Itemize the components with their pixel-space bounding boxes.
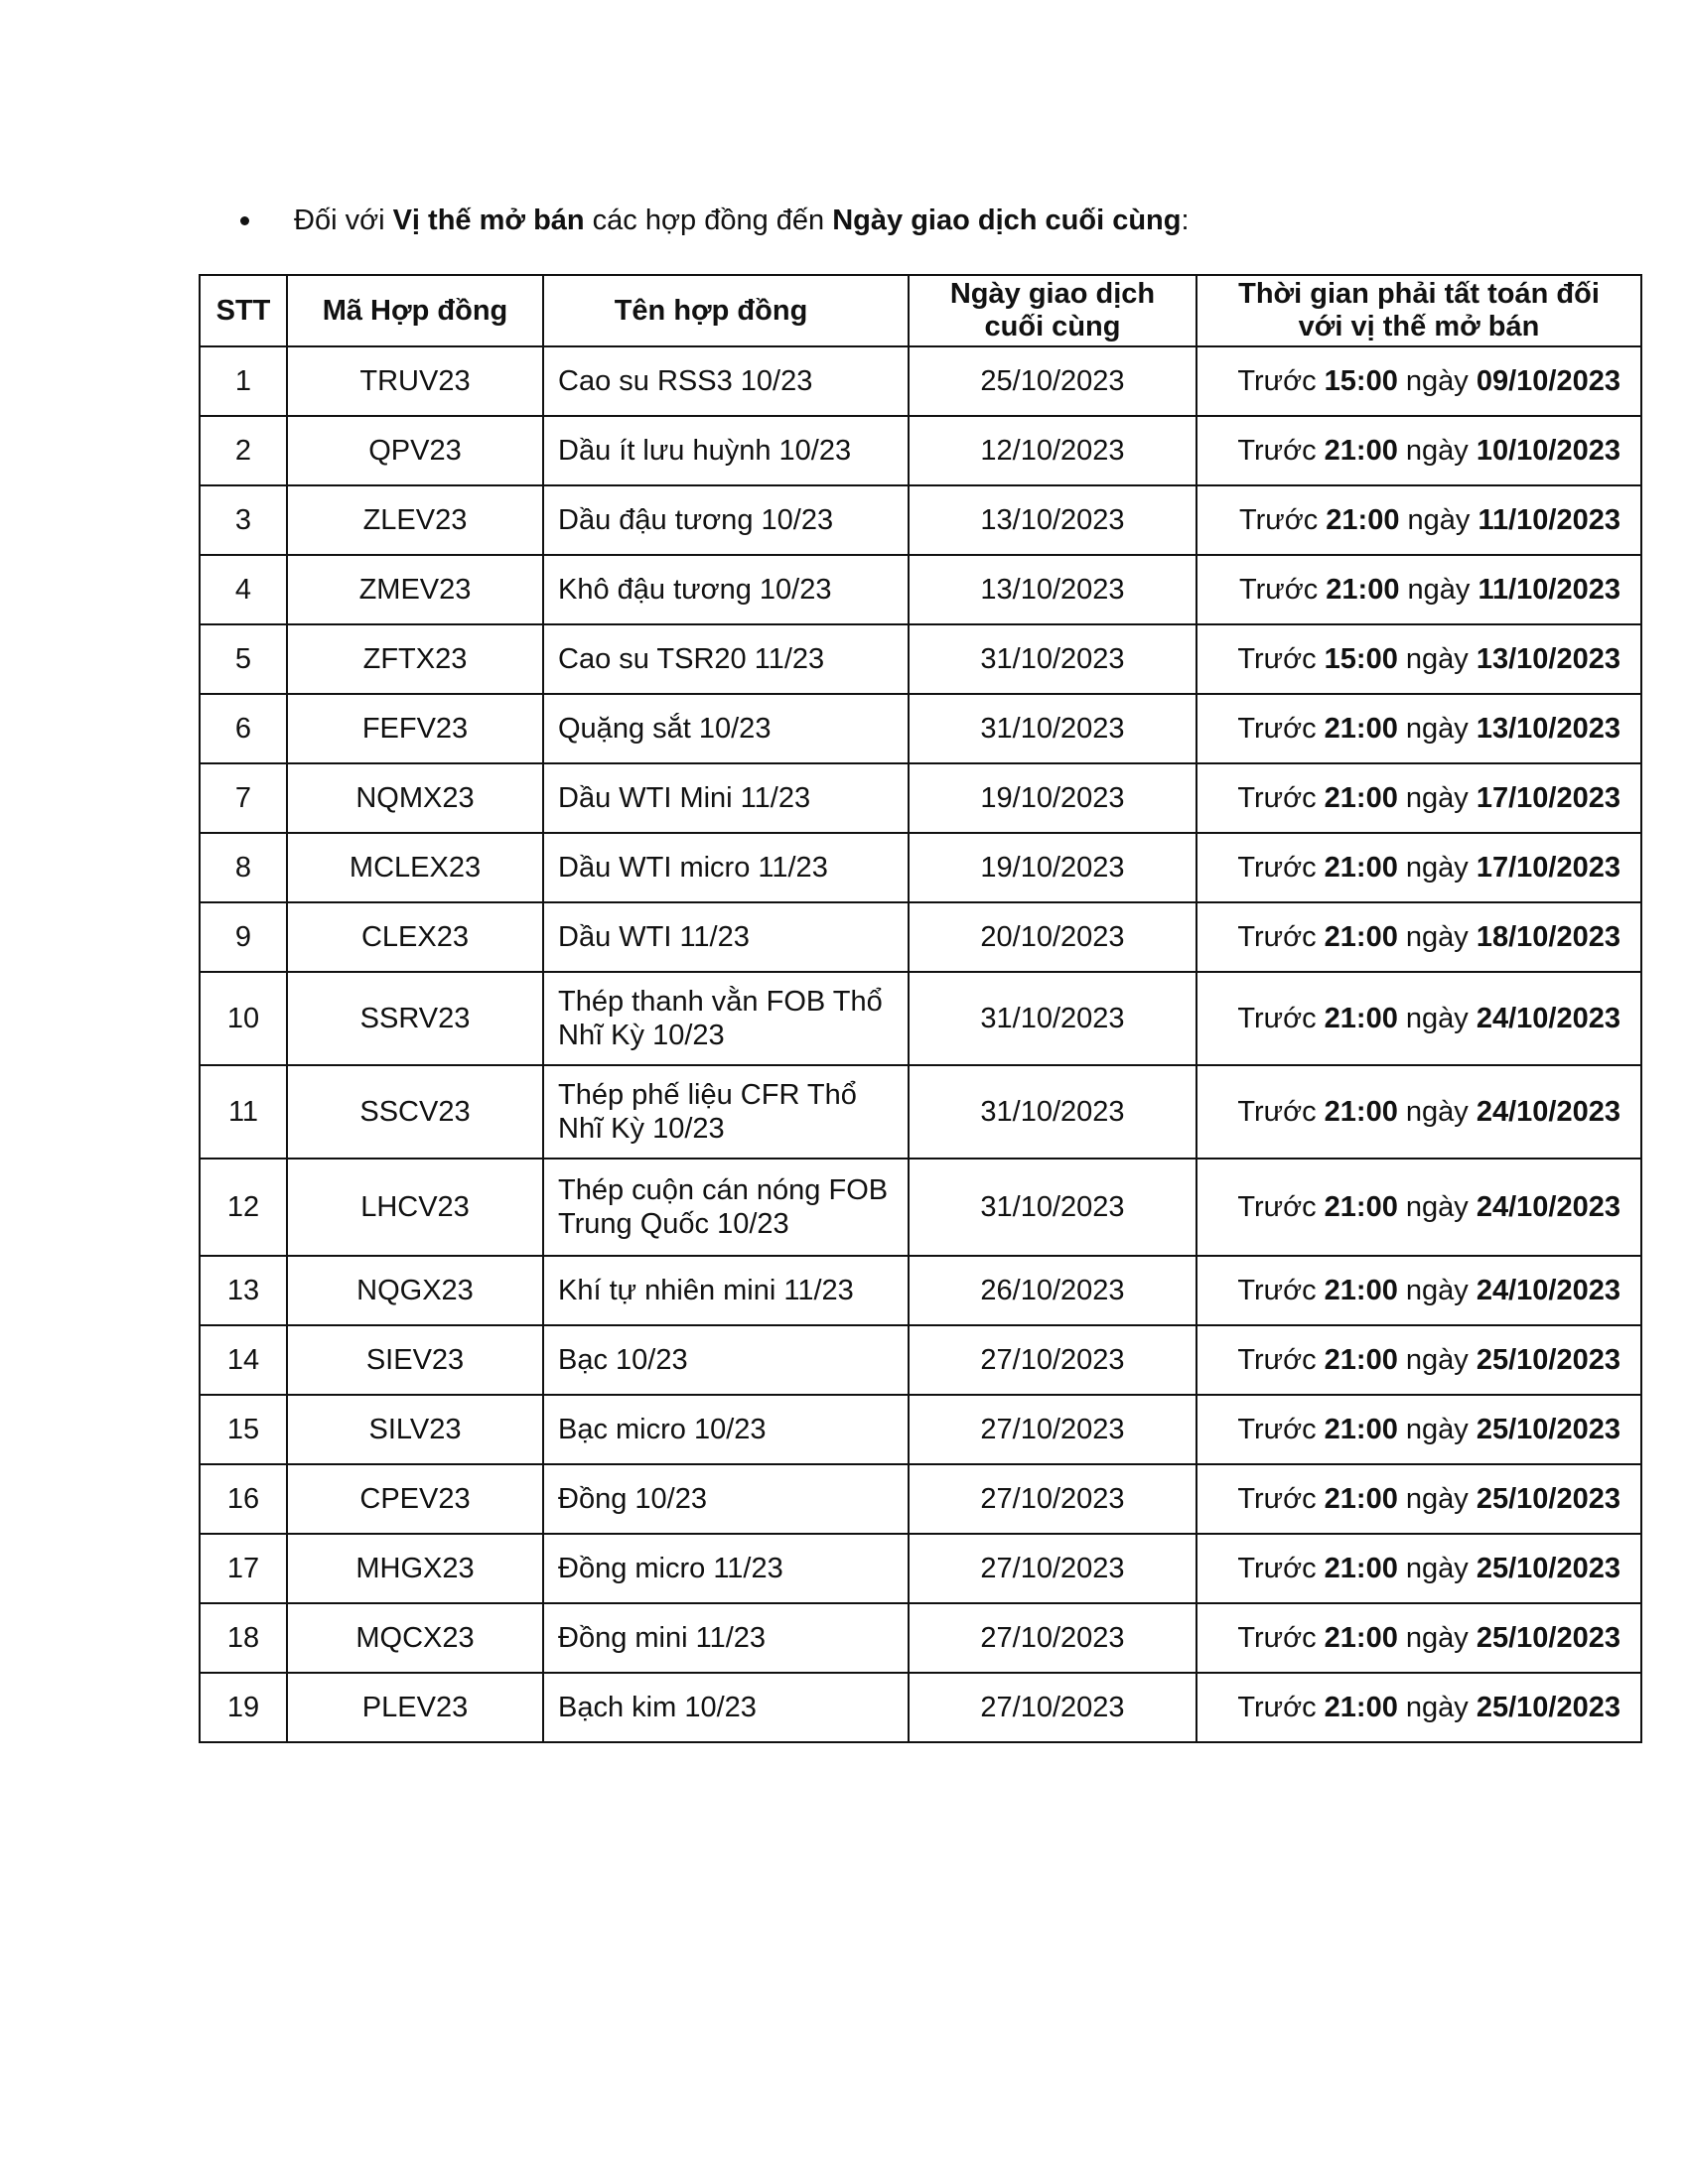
- deadline-time: 21:00: [1324, 1344, 1398, 1376]
- deadline-date: 11/10/2023: [1477, 574, 1620, 606]
- intro-line: [240, 199, 1190, 242]
- cell-stt: 6: [200, 694, 287, 763]
- deadline-time: 21:00: [1324, 713, 1398, 745]
- cell-stt: 11: [200, 1065, 287, 1159]
- cell-last-trading-day: 27/10/2023: [909, 1464, 1196, 1534]
- cell-contract-name: Quặng sắt 10/23: [543, 694, 909, 763]
- cell-last-trading-day: 31/10/2023: [909, 1159, 1196, 1256]
- cell-last-trading-day: 31/10/2023: [909, 1065, 1196, 1159]
- deadline-date: 24/10/2023: [1476, 1191, 1620, 1223]
- deadline-mid: ngày: [1397, 852, 1477, 884]
- cell-last-trading-day: 27/10/2023: [909, 1603, 1196, 1673]
- deadline-prefix: Trước: [1237, 1096, 1325, 1128]
- cell-close-deadline: [1196, 972, 1641, 1065]
- cell-close-deadline: [1196, 485, 1641, 555]
- cell-contract-name: Cao su RSS3 10/23: [543, 346, 909, 416]
- deadline-date: 24/10/2023: [1476, 1003, 1620, 1034]
- cell-stt: 3: [200, 485, 287, 555]
- cell-last-trading-day: 12/10/2023: [909, 416, 1196, 485]
- deadline-date: 25/10/2023: [1476, 1483, 1620, 1515]
- cell-last-trading-day: 31/10/2023: [909, 694, 1196, 763]
- cell-contract-code: ZMEV23: [287, 555, 543, 624]
- deadline-time: 21:00: [1326, 504, 1400, 536]
- cell-contract-name: Thép cuộn cán nóng FOB Trung Quốc 10/23: [543, 1159, 909, 1256]
- cell-stt: 15: [200, 1395, 287, 1464]
- cell-close-deadline: [1196, 1673, 1641, 1742]
- deadline-date: 13/10/2023: [1476, 713, 1620, 745]
- deadline-time: 21:00: [1324, 782, 1398, 814]
- cell-contract-code: SSCV23: [287, 1065, 543, 1159]
- deadline-mid: ngày: [1397, 1483, 1477, 1515]
- cell-last-trading-day: 27/10/2023: [909, 1673, 1196, 1742]
- cell-close-deadline: [1196, 1325, 1641, 1395]
- deadline-prefix: Trước: [1238, 574, 1327, 606]
- deadline-mid: ngày: [1397, 435, 1477, 467]
- deadline-mid: ngày: [1397, 1622, 1477, 1654]
- cell-last-trading-day: 19/10/2023: [909, 763, 1196, 833]
- deadline-prefix: Trước: [1237, 1191, 1325, 1223]
- cell-contract-name: Thép thanh vằn FOB Thổ Nhĩ Kỳ 10/23: [543, 972, 909, 1065]
- cell-close-deadline: [1196, 1256, 1641, 1325]
- deadline-prefix: Trước: [1237, 435, 1325, 467]
- cell-contract-name: Cao su TSR20 11/23: [543, 624, 909, 694]
- cell-stt: 12: [200, 1159, 287, 1256]
- deadline-prefix: Trước: [1237, 643, 1325, 675]
- cell-contract-name: Dầu WTI micro 11/23: [543, 833, 909, 902]
- deadline-time: 15:00: [1324, 643, 1398, 675]
- deadline-date: 24/10/2023: [1476, 1096, 1620, 1128]
- cell-close-deadline: [1196, 555, 1641, 624]
- deadline-time: 21:00: [1324, 921, 1398, 953]
- cell-contract-code: QPV23: [287, 416, 543, 485]
- cell-contract-code: SILV23: [287, 1395, 543, 1464]
- deadline-time: 21:00: [1324, 435, 1398, 467]
- table-row: [200, 902, 1641, 972]
- deadline-date: 24/10/2023: [1476, 1275, 1620, 1306]
- table-row: [200, 1534, 1641, 1603]
- deadline-date: 18/10/2023: [1476, 921, 1620, 953]
- cell-close-deadline: [1196, 624, 1641, 694]
- bullet-icon: [240, 216, 249, 225]
- cell-last-trading-day: 31/10/2023: [909, 624, 1196, 694]
- deadline-mid: ngày: [1397, 1344, 1477, 1376]
- table-row: [200, 1325, 1641, 1395]
- table-row: [200, 624, 1641, 694]
- cell-last-trading-day: 20/10/2023: [909, 902, 1196, 972]
- cell-contract-name: Bạc micro 10/23: [543, 1395, 909, 1464]
- cell-stt: 1: [200, 346, 287, 416]
- contracts-table: [199, 274, 1642, 1743]
- deadline-prefix: Trước: [1237, 1003, 1325, 1034]
- deadline-prefix: Trước: [1238, 504, 1327, 536]
- deadline-mid: ngày: [1397, 782, 1477, 814]
- table-row: [200, 485, 1641, 555]
- cell-contract-code: FEFV23: [287, 694, 543, 763]
- deadline-time: 21:00: [1324, 852, 1398, 884]
- cell-contract-code: CLEX23: [287, 902, 543, 972]
- deadline-prefix: Trước: [1237, 852, 1325, 884]
- cell-contract-code: CPEV23: [287, 1464, 543, 1534]
- cell-contract-code: LHCV23: [287, 1159, 543, 1256]
- deadline-prefix: Trước: [1237, 1344, 1325, 1376]
- table-row: [200, 346, 1641, 416]
- cell-stt: 4: [200, 555, 287, 624]
- cell-last-trading-day: 13/10/2023: [909, 485, 1196, 555]
- cell-stt: 7: [200, 763, 287, 833]
- deadline-date: 11/10/2023: [1477, 504, 1620, 536]
- cell-contract-code: MQCX23: [287, 1603, 543, 1673]
- cell-contract-code: ZFTX23: [287, 624, 543, 694]
- cell-stt: 14: [200, 1325, 287, 1395]
- cell-contract-name: Bạc 10/23: [543, 1325, 909, 1395]
- cell-last-trading-day: 27/10/2023: [909, 1325, 1196, 1395]
- cell-last-trading-day: 27/10/2023: [909, 1534, 1196, 1603]
- deadline-mid: ngày: [1397, 1414, 1477, 1445]
- cell-last-trading-day: 27/10/2023: [909, 1395, 1196, 1464]
- cell-close-deadline: [1196, 416, 1641, 485]
- cell-contract-name: Dầu WTI Mini 11/23: [543, 763, 909, 833]
- table-row: [200, 1603, 1641, 1673]
- cell-close-deadline: [1196, 1603, 1641, 1673]
- header-contract-name: Tên hợp đồng: [543, 275, 909, 346]
- deadline-time: 21:00: [1324, 1414, 1398, 1445]
- deadline-date: 25/10/2023: [1476, 1344, 1620, 1376]
- cell-contract-name: Bạch kim 10/23: [543, 1673, 909, 1742]
- deadline-prefix: Trước: [1237, 1483, 1325, 1515]
- deadline-prefix: Trước: [1237, 921, 1325, 953]
- table-row: [200, 1065, 1641, 1159]
- table-row: [200, 1159, 1641, 1256]
- cell-stt: 8: [200, 833, 287, 902]
- cell-stt: 13: [200, 1256, 287, 1325]
- cell-close-deadline: [1196, 1534, 1641, 1603]
- deadline-mid: ngày: [1397, 1096, 1477, 1128]
- table-row: [200, 1256, 1641, 1325]
- table-header-row: [200, 275, 1641, 346]
- deadline-date: 10/10/2023: [1476, 435, 1620, 467]
- table-row: [200, 1464, 1641, 1534]
- deadline-prefix: Trước: [1237, 1553, 1325, 1584]
- header-last-trading-day: Ngày giao dịch cuối cùng: [909, 275, 1196, 346]
- deadline-date: 25/10/2023: [1476, 1414, 1620, 1445]
- deadline-date: 17/10/2023: [1476, 852, 1620, 884]
- table-row: [200, 416, 1641, 485]
- cell-contract-name: Thép phế liệu CFR Thổ Nhĩ Kỳ 10/23: [543, 1065, 909, 1159]
- deadline-mid: ngày: [1399, 574, 1478, 606]
- cell-stt: 16: [200, 1464, 287, 1534]
- table-row: [200, 1395, 1641, 1464]
- cell-contract-code: SSRV23: [287, 972, 543, 1065]
- cell-contract-name: Đồng micro 11/23: [543, 1534, 909, 1603]
- header-stt: STT: [200, 275, 287, 346]
- table-body: [200, 346, 1641, 1742]
- deadline-date: 13/10/2023: [1476, 643, 1620, 675]
- table-row: [200, 555, 1641, 624]
- deadline-time: 21:00: [1324, 1003, 1398, 1034]
- table-row: [200, 1673, 1641, 1742]
- header-close-deadline: Thời gian phải tất toán đối với vị thế mở bán: [1196, 275, 1641, 346]
- cell-stt: 10: [200, 972, 287, 1065]
- cell-contract-code: TRUV23: [287, 346, 543, 416]
- deadline-date: 25/10/2023: [1476, 1622, 1620, 1654]
- cell-last-trading-day: 31/10/2023: [909, 972, 1196, 1065]
- deadline-time: 21:00: [1324, 1096, 1398, 1128]
- table-row: [200, 763, 1641, 833]
- deadline-mid: ngày: [1397, 643, 1477, 675]
- table-row: [200, 694, 1641, 763]
- cell-contract-code: MHGX23: [287, 1534, 543, 1603]
- deadline-mid: ngày: [1397, 1692, 1477, 1723]
- cell-contract-code: NQGX23: [287, 1256, 543, 1325]
- deadline-prefix: Trước: [1237, 365, 1325, 397]
- deadline-prefix: Trước: [1237, 1414, 1325, 1445]
- cell-contract-code: SIEV23: [287, 1325, 543, 1395]
- cell-last-trading-day: 19/10/2023: [909, 833, 1196, 902]
- cell-contract-code: ZLEV23: [287, 485, 543, 555]
- cell-stt: 17: [200, 1534, 287, 1603]
- cell-contract-name: Đồng 10/23: [543, 1464, 909, 1534]
- cell-last-trading-day: 13/10/2023: [909, 555, 1196, 624]
- cell-stt: 5: [200, 624, 287, 694]
- deadline-time: 21:00: [1324, 1191, 1398, 1223]
- cell-contract-name: Khí tự nhiên mini 11/23: [543, 1256, 909, 1325]
- deadline-time: 21:00: [1324, 1692, 1398, 1723]
- cell-contract-name: Khô đậu tương 10/23: [543, 555, 909, 624]
- header-contract-code: Mã Hợp đồng: [287, 275, 543, 346]
- cell-close-deadline: [1196, 1464, 1641, 1534]
- cell-contract-code: MCLEX23: [287, 833, 543, 902]
- deadline-prefix: Trước: [1237, 713, 1325, 745]
- deadline-mid: ngày: [1397, 1003, 1477, 1034]
- cell-stt: 9: [200, 902, 287, 972]
- deadline-mid: ngày: [1397, 921, 1477, 953]
- table-row: [200, 972, 1641, 1065]
- deadline-time: 21:00: [1324, 1483, 1398, 1515]
- cell-close-deadline: [1196, 1159, 1641, 1256]
- deadline-mid: ngày: [1397, 713, 1477, 745]
- cell-contract-code: NQMX23: [287, 763, 543, 833]
- deadline-mid: ngày: [1397, 365, 1477, 397]
- cell-close-deadline: [1196, 902, 1641, 972]
- deadline-mid: ngày: [1399, 504, 1478, 536]
- cell-contract-name: Dầu đậu tương 10/23: [543, 485, 909, 555]
- deadline-mid: ngày: [1397, 1275, 1477, 1306]
- cell-contract-name: Dầu WTI 11/23: [543, 902, 909, 972]
- cell-stt: 18: [200, 1603, 287, 1673]
- cell-contract-code: PLEV23: [287, 1673, 543, 1742]
- deadline-prefix: Trước: [1237, 1622, 1325, 1654]
- deadline-prefix: Trước: [1237, 1692, 1325, 1723]
- cell-close-deadline: [1196, 763, 1641, 833]
- deadline-time: 15:00: [1324, 365, 1398, 397]
- deadline-prefix: Trước: [1237, 1275, 1325, 1306]
- deadline-date: 09/10/2023: [1476, 365, 1620, 397]
- deadline-time: 21:00: [1324, 1275, 1398, 1306]
- deadline-date: 25/10/2023: [1476, 1692, 1620, 1723]
- cell-last-trading-day: 25/10/2023: [909, 346, 1196, 416]
- deadline-time: 21:00: [1324, 1553, 1398, 1584]
- deadline-date: 17/10/2023: [1476, 782, 1620, 814]
- deadline-mid: ngày: [1397, 1191, 1477, 1223]
- cell-stt: 19: [200, 1673, 287, 1742]
- deadline-time: 21:00: [1324, 1622, 1398, 1654]
- cell-close-deadline: [1196, 346, 1641, 416]
- intro-text: Đối với Vị thế mở bán các hợp đồng đến Ngày giao dịch cuối cùng:: [294, 205, 1190, 236]
- cell-contract-name: Đồng mini 11/23: [543, 1603, 909, 1673]
- table-row: [200, 833, 1641, 902]
- cell-contract-name: Dầu ít lưu huỳnh 10/23: [543, 416, 909, 485]
- deadline-date: 25/10/2023: [1476, 1553, 1620, 1584]
- cell-close-deadline: [1196, 694, 1641, 763]
- deadline-prefix: Trước: [1237, 782, 1325, 814]
- cell-close-deadline: [1196, 1065, 1641, 1159]
- cell-last-trading-day: 26/10/2023: [909, 1256, 1196, 1325]
- cell-close-deadline: [1196, 833, 1641, 902]
- deadline-mid: ngày: [1397, 1553, 1477, 1584]
- cell-close-deadline: [1196, 1395, 1641, 1464]
- cell-stt: 2: [200, 416, 287, 485]
- deadline-time: 21:00: [1326, 574, 1400, 606]
